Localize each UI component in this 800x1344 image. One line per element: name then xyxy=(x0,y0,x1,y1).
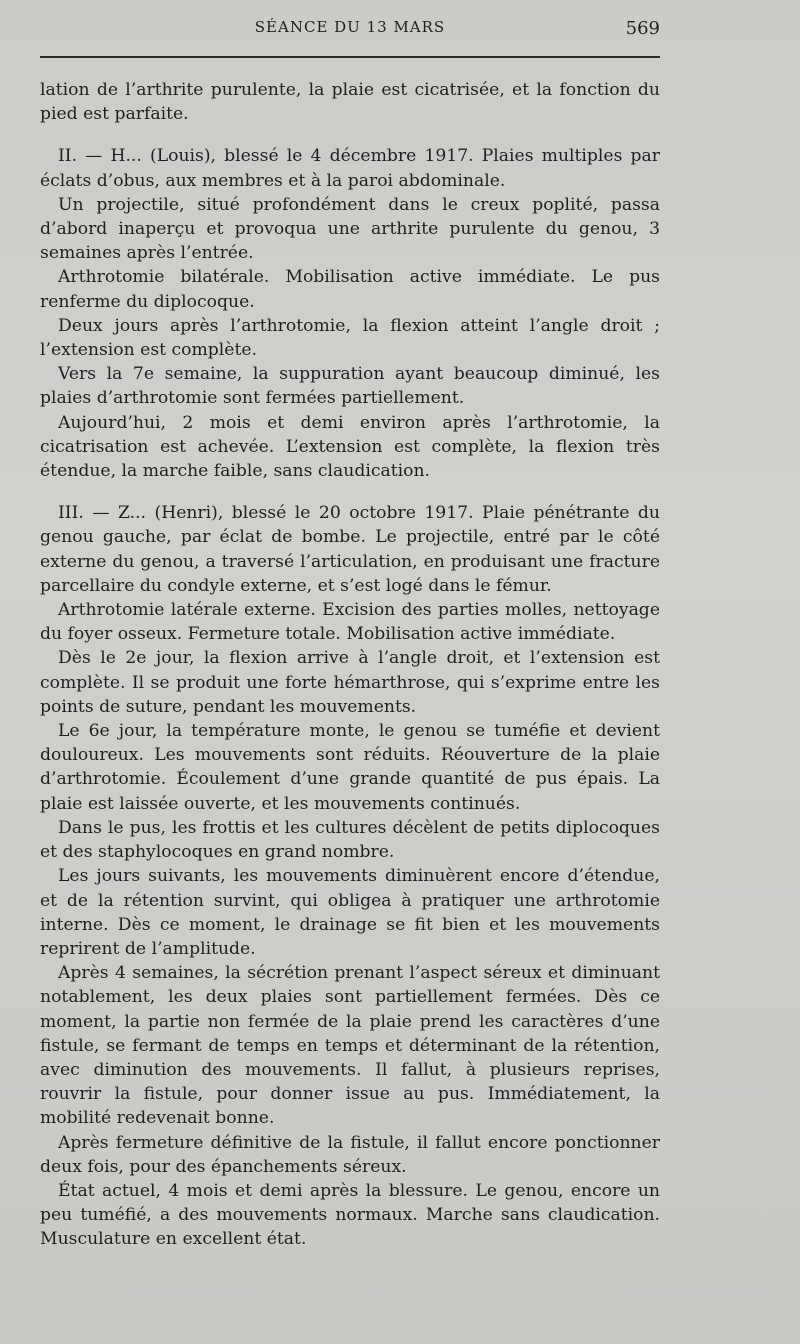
paragraph: Arthrotomie bilatérale. Mobilisation active immédiate. Le pus renferme du diplocoque. xyxy=(40,267,660,312)
case-heading-paragraph: II. — H... (Louis), blessé le 4 décembre 1917. Plaies multiples par éclats d’obus, aux membres et à la paroi abdominale. xyxy=(40,146,660,191)
paragraph: lation de l’arthrite purulente, la plaie est cicatrisée, et la fonction du pied est parfaite. xyxy=(40,80,660,125)
paragraph: État actuel, 4 mois et demi après la blessure. Le genou, encore un peu tuméfié, a des mouvements normaux. Marche sans claudication. Musculature en excellent état. xyxy=(40,1180,660,1250)
header-rule xyxy=(40,56,660,58)
paragraph: Après 4 semaines, la sécrétion prenant l’aspect séreux et diminuant notablement, les deux plaies sont partiellement fermées. Dès ce moment, la partie non fermée de la plaie prend les caractères d’une fistule, se fermant de temps en temps et déterminant de la rétention, avec diminution des mouvements. Il fallut, à plusieurs reprises, rouvrir la fistule, pour donner issue au pus. Immédiatement, la mobilité redevenait bonne. xyxy=(40,963,660,1129)
paragraph: Les jours suivants, les mouvements diminuèrent encore d’étendue, et de la rétention survint, qui obligea à pratiquer une arthrotomie interne. Dès ce moment, le drainage se fit bien et les mouvements reprirent de l’amplitude. xyxy=(40,866,660,959)
body-text xyxy=(40,78,660,1252)
paragraph: Aujourd’hui, 2 mois et demi environ après l’arthrotomie, la cicatrisation est achevée. L’extension est complète, la flexion très étendue, la marche faible, sans claudication. xyxy=(40,412,660,482)
case-heading-paragraph: III. — Z... (Henri), blessé le 20 octobre 1917. Plaie pénétrante du genou gauche, par éclat de bombe. Le projectile, entré par le côté externe du genou, a traversé l’articulation, en produisant une fracture parcellaire du condyle externe, et s’est logé dans le fémur. xyxy=(40,503,660,596)
paragraph: Après fermeture définitive de la fistule, il fallut encore ponctionner deux fois, pour des épanchements séreux. xyxy=(40,1132,660,1177)
paragraph: Un projectile, situé profondément dans le creux poplité, passa d’abord inaperçu et provoqua une arthrite purulente du genou, 3 semaines après l’entrée. xyxy=(40,194,660,264)
page-header xyxy=(40,18,660,46)
running-title: SÉANCE DU 13 MARS xyxy=(254,18,446,36)
paragraph: Dans le pus, les frottis et les cultures décèlent de petits diplocoques et des staphylocoques en grand nombre. xyxy=(40,817,660,863)
paragraph: Deux jours après l’arthrotomie, la flexion atteint l’angle droit ; l’extension est complète. xyxy=(40,315,660,361)
paragraph: Vers la 7e semaine, la suppuration ayant beaucoup diminué, les plaies d’arthrotomie sont fermées partiellement. xyxy=(40,364,660,409)
paragraph: Dès le 2e jour, la flexion arrive à l’angle droit, et l’extension est complète. Il se produit une forte hémarthrose, qui s’exprime entre les points de suture, pendant les mouvements. xyxy=(40,648,660,717)
paragraph: Arthrotomie latérale externe. Excision des parties molles, nettoyage du foyer osseux. Fermeture totale. Mobilisation active immédiate. xyxy=(40,600,660,645)
page-number: 569 xyxy=(625,18,660,39)
paragraph: Le 6e jour, la température monte, le genou se tuméfie et devient douloureux. Les mouvements sont réduits. Réouverture de la plaie d’arthrotomie. Écoulement d’une grande quantité de pus épais. La plaie est laissée ouverte, et les mouvements continués. xyxy=(40,721,660,814)
